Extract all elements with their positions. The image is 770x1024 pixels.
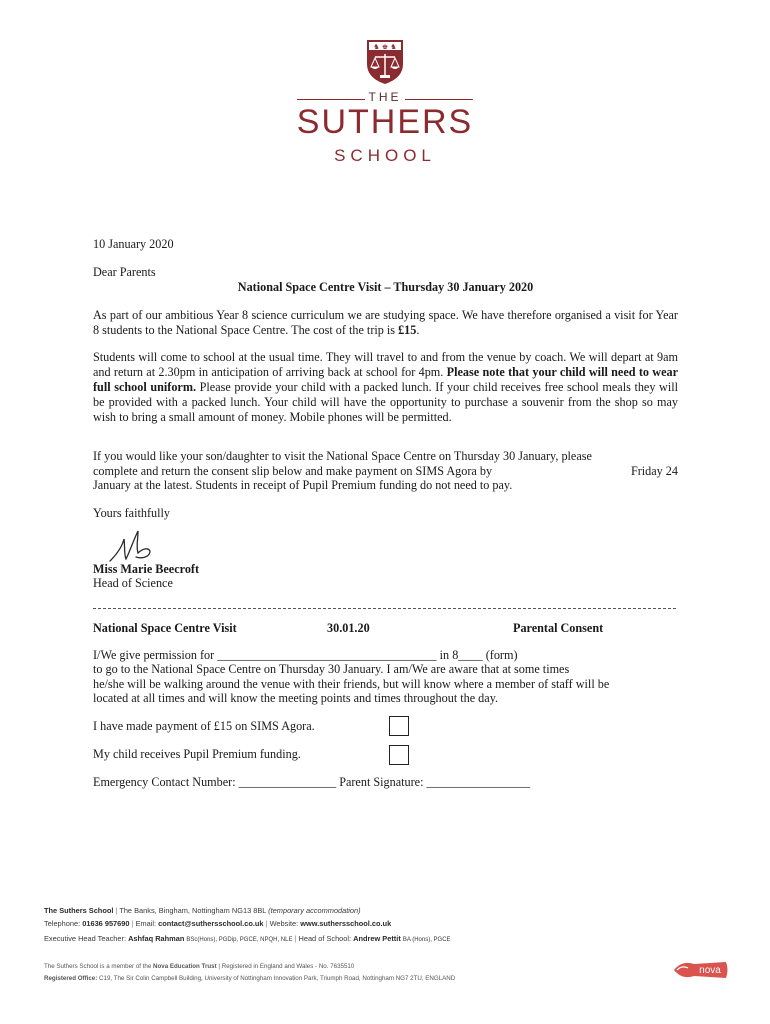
nova-logo-text: nova: [699, 965, 721, 976]
footer-trust-text: The Suthers School is a member of the: [44, 963, 152, 970]
paragraph-details-rest: Please provide your child with a packed lunch. If your child receives free school meals they will be provided with a packed lunch. Your child will have the opportunity to purchase a souvenir from the shop so may wish to bring a small amount of money. Mobile phones will be permitted.: [93, 380, 678, 424]
footer-school-name: The Suthers School: [44, 906, 114, 915]
slip-heading: Parental Consent: [513, 621, 604, 635]
paragraph-intro: [93, 308, 678, 338]
slip-date: 30.01.20: [327, 621, 370, 635]
footer-trust-name: Nova Education Trust: [153, 963, 217, 970]
nova-trust-logo-icon: [672, 958, 730, 982]
footer-tel-label: Telephone:: [44, 919, 81, 928]
letter-date: 10 January 2020: [93, 237, 174, 251]
scales-of-justice-crest-icon: [365, 38, 405, 86]
footer-office-line: [44, 975, 455, 982]
signer-title: Head of Science: [93, 576, 173, 590]
premium-label: My child receives Pupil Premium funding.: [93, 747, 301, 761]
footer-office-address: C19, The Sir Colin Campbell Building, University of Nottingham Innovation Park, Triumph Road, Nottingham NG7 2TU, ENGLAND: [99, 975, 456, 982]
slip-title: National Space Centre Visit: [93, 621, 237, 635]
slip-body-line1: to go to the National Space Centre on Thursday 30 January. I am/We are aware that at some times: [93, 662, 570, 676]
paragraph-details-text: Students will come to school at the usual time. They will travel to and from the venue by coach. We will depart at 9am and return at 2.30pm in anticipation of arriving back at school for 4pm.: [93, 350, 678, 379]
premium-checkbox[interactable]: [389, 745, 409, 765]
slip-body-line3: located at all times and will know the meeting points and times throughout the day.: [93, 691, 499, 705]
footer-staff-line: Executive Head Teacher: Ashfaq Rahman BSc(Hons), PGDip, PGCE, NPQH, NLE | Head of School: Andrew Pettit BA (Hons), PGCE: [44, 934, 451, 943]
footer-temp-note: (temporary accommodation): [268, 906, 361, 915]
uniform-notice: Please note that your child will need to wear full school uniform.: [93, 365, 678, 394]
slip-body-line2: he/she will be walking around the venue with their friends, but will know where a member of staff will be: [93, 677, 610, 691]
footer-address-line: The Suthers School | The Banks, Bingham, Nottingham NG13 8BL (temporary accommodation): [44, 906, 361, 915]
permission-line: I/We give permission for ____________________________________ in 8____ (form): [93, 648, 518, 662]
trip-cost: £15: [398, 323, 417, 337]
salutation: Dear Parents: [93, 265, 156, 279]
footer-exec-label: Executive Head Teacher:: [44, 934, 127, 943]
payment-label: I have made payment of £15 on SIMS Agora.: [93, 719, 315, 733]
svg-text:♞ ♚ ♞: ♞ ♚ ♞: [373, 43, 397, 51]
footer-web-label: Website:: [269, 919, 299, 928]
paragraph-details: [93, 350, 678, 425]
footer-head-name: Andrew Pettit: [353, 934, 401, 943]
footer-trust-line: The Suthers School is a member of the Nova Education Trust | Registered in England and Wales - No. 7635510: [44, 963, 355, 970]
footer-exec-name: Ashfaq Rahman: [128, 934, 185, 943]
footer-email-link[interactable]: contact@suthersschool.co.uk: [158, 919, 264, 928]
footer-tel: 01636 957690: [82, 919, 130, 928]
payment-checkbox[interactable]: [389, 716, 409, 736]
contact-signature-line: Emergency Contact Number: ________________ Parent Signature: _________________: [93, 775, 531, 789]
footer-head-label: Head of School:: [298, 934, 352, 943]
paragraph-intro-end: .: [416, 323, 420, 337]
footer-exec-quals: BSc(Hons), PGDip, PGCE, NPQH, NLE: [186, 937, 293, 943]
paragraph-consent-line3: January at the latest. Students in receipt of Pupil Premium funding do not need to pay.: [93, 478, 513, 492]
footer-registration: Registered in England and Wales - No. 7635510: [221, 963, 355, 970]
handwritten-signature-icon: [108, 525, 158, 565]
footer-contact-line: Telephone: 01636 957690 | Email: contact@suthersschool.co.uk | Website: www.suthersschool.co.uk: [44, 919, 392, 928]
footer-email-label: Email:: [135, 919, 157, 928]
letter-subject: National Space Centre Visit – Thursday 30 January 2020: [237, 280, 534, 294]
paragraph-consent-line1: If you would like your son/daughter to visit the National Space Centre on Thursday 30 January, please: [93, 449, 592, 463]
closing: Yours faithfully: [93, 506, 170, 520]
paragraph-consent-line2: [93, 464, 678, 479]
cut-line: [93, 608, 676, 609]
logo-suthers: SUTHERS: [296, 103, 474, 141]
footer-address: The Banks, Bingham, Nottingham NG13 8BL: [119, 906, 267, 915]
consent-line2-text: complete and return the consent slip below and make payment on SIMS Agora by: [93, 464, 493, 478]
logo-school: SCHOOL: [334, 146, 436, 165]
consent-deadline: Friday 24: [630, 464, 678, 478]
paragraph-intro-text: As part of our ambitious Year 8 science curriculum we are studying space. We have therefore organised a visit for Year 8 students to the National Space Centre. The cost of the trip is: [93, 308, 678, 337]
signer-name: Miss Marie Beecroft: [93, 562, 200, 576]
footer-office-label: Registered Office:: [44, 975, 98, 982]
logo-the: THE: [368, 90, 402, 104]
footer-head-quals: BA (Hons), PGCE: [402, 937, 451, 943]
footer-website-link[interactable]: www.suthersschool.co.uk: [300, 919, 392, 928]
